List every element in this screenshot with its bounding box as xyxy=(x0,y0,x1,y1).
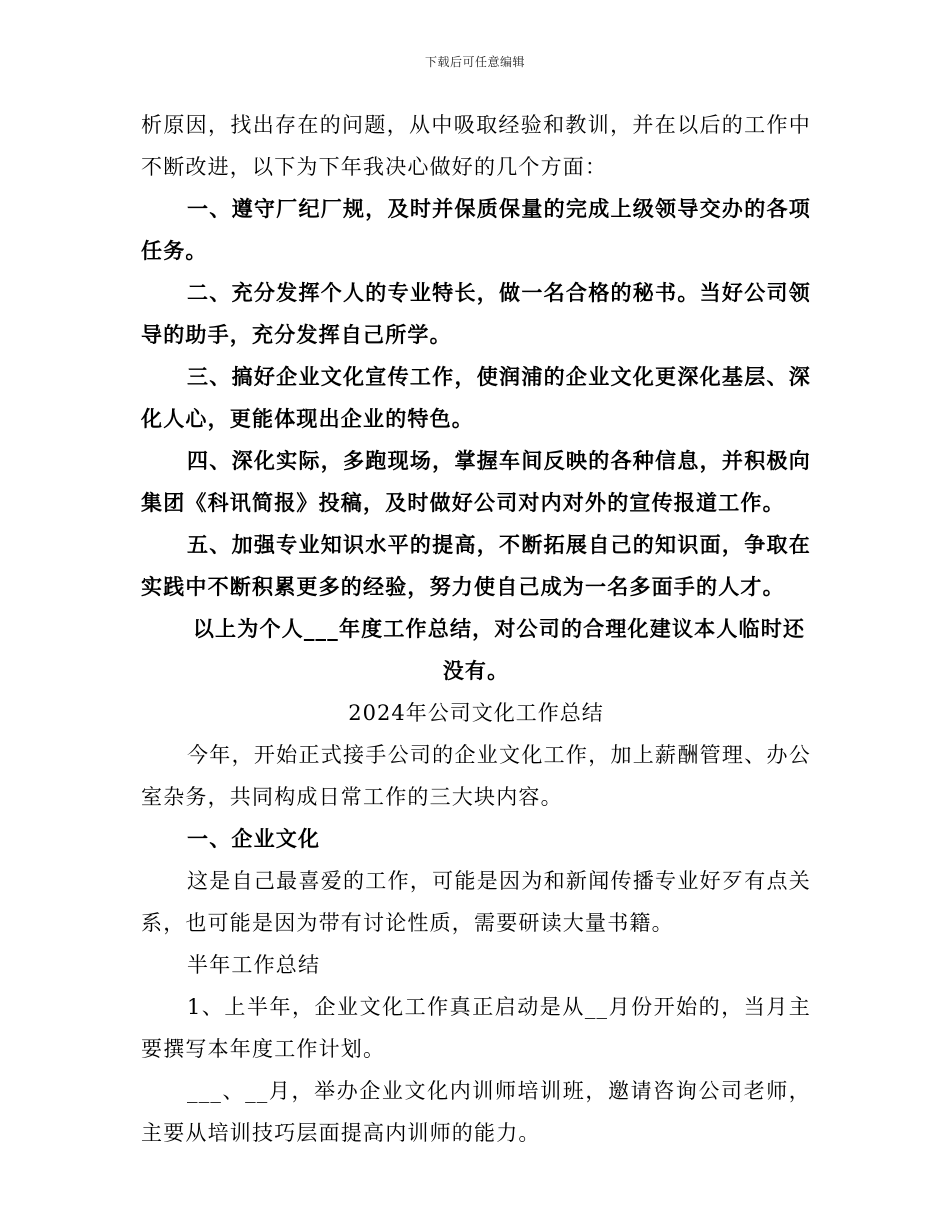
paragraph-intro: 析原因，找出存在的问题，从中吸取经验和教训，并在以后的工作中不断改进，以下为下年我决心做好的几个方面： xyxy=(141,113,811,179)
paragraph-item-5: 五、加强专业知识水平的提高，不断拓展自己的知识面，争取在实践中不断积累更多的经验，努力使自己成为一名多面手的人才。 xyxy=(141,532,811,599)
paragraph-item-1: 一、遵守厂纪厂规，及时并保质保量的完成上级领导交办的各项任务。 xyxy=(141,196,811,263)
section-paragraph-culture: 这是自己最喜爱的工作，可能是因为和新闻传播专业好歹有点关系，也可能是因为带有讨论性质，需要研读大量书籍。 xyxy=(141,869,811,935)
paragraph-conclusion: 以上为个人___年度工作总结，对公司的合理化建议本人临时还没有。 xyxy=(192,616,806,683)
paragraph-item-2: 二、充分发挥个人的专业特长，做一名合格的秘书。当好公司领导的助手，充分发挥自己所学。 xyxy=(141,280,811,347)
page-header: 下载后可任意编辑 xyxy=(424,55,525,69)
section-paragraph-halfyear-2: ___、__月，举办企业文化内训师培训班，邀请咨询公司老师，主要从培训技巧层面提高内训师的能力。 xyxy=(141,1079,811,1145)
section-title: 2024年公司文化工作总结 xyxy=(348,701,604,725)
section-heading-culture: 一、企业文化 xyxy=(187,826,321,851)
paragraph-item-4: 四、深化实际，多跑现场，掌握车间反映的各种信息，并积极向集团《科讯简报》投稿，及时做好公司对内对外的宣传报道工作。 xyxy=(141,448,811,515)
section-subheading-halfyear: 半年工作总结 xyxy=(187,953,321,977)
paragraph-item-3: 三、搞好企业文化宣传工作，使润浦的企业文化更深化基层、深化人心，更能体现出企业的特色。 xyxy=(141,364,811,431)
document-body xyxy=(141,104,811,1154)
section-paragraph-halfyear-1: 1、上半年，企业文化工作真正启动是从__月份开始的，当月主要撰写本年度工作计划。 xyxy=(141,995,811,1061)
section-paragraph-intro: 今年，开始正式接手公司的企业文化工作，加上薪酬管理、办公室杂务，共同构成日常工作的三大块内容。 xyxy=(141,743,811,809)
